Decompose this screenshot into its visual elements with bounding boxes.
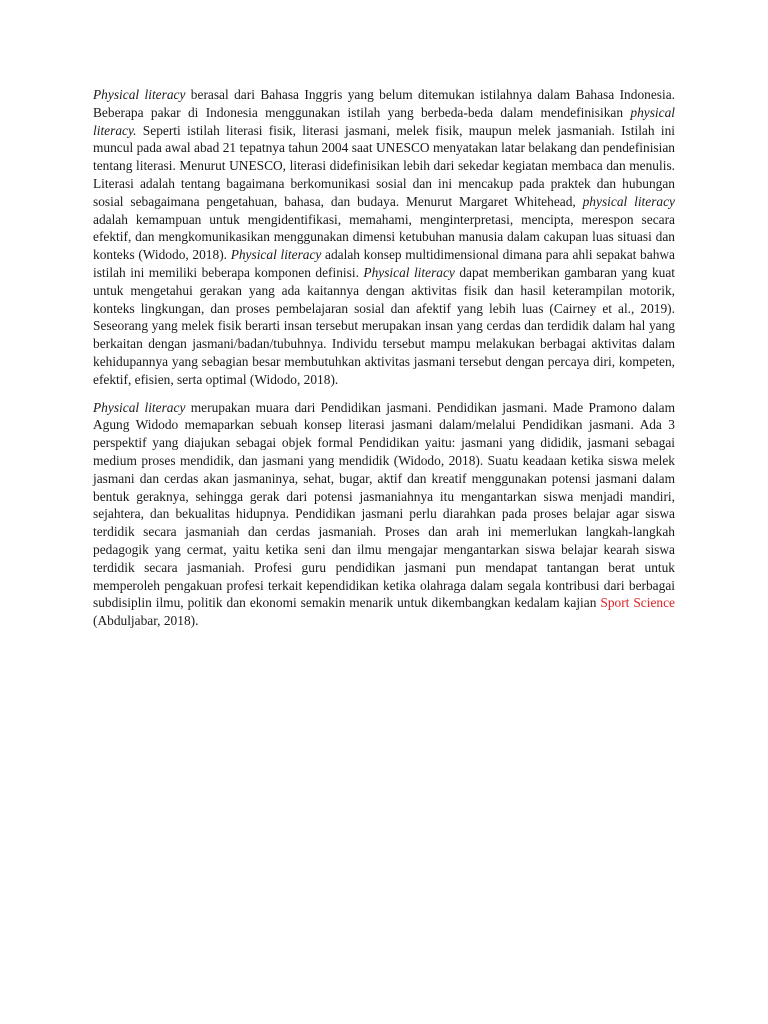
term-physical-literacy: Physical literacy	[93, 399, 186, 415]
document-page	[93, 86, 675, 640]
paragraph-text: adalah kemampuan untuk mengidentifikasi, memahami, menginterpretasi, mencipta, merespon secara efektif, dan mengkomunikasikan menggunakan dimensi ketubuhan manusia dalam cakupan luas situasi dan konteks (Widodo, 2018).	[93, 211, 675, 263]
paragraph-text: adalah konsep multidimensional dimana para ahli sepakat bahwa istilah ini memiliki beberapa komponen definisi.	[93, 247, 675, 280]
paragraph-text: Seperti istilah literasi fisik, literasi jasmani, melek fisik, maupun melek jasmaniah. Istilah ini muncul pada awal abad 21 tepatnya tahun 2004 saat UNESCO menyatakan latar belakang dan pendefinisian tentang literasi. Menurut UNESCO, literasi didefinisikan lebih dari sekedar kegiatan membaca dan menulis. Literasi adalah tentang bagaimana berkomunikasi sosial dan ini mencakup pada praktek dan hubungan sosial sebagaimana pengetahuan, bahasa, dan budaya. Menurut Margaret Whitehead,	[93, 122, 675, 209]
term-physical-literacy: physical literacy	[582, 193, 675, 209]
paragraph-text: merupakan muara dari Pendidikan jasmani. Pendidikan jasmani. Made Pramono dalam Agung Widodo memaparkan sebuah konsep literasi jasmani dalam/melalui Pendidikan jasmani. Ada 3 perspektif yang diajukan sebagai objek formal Pendidikan yaitu: jasmani yang dididik, jasmani sebagai medium proses mendidik, dan jasmani yang mendidik (Widodo, 2018). Suatu keadaan ketika siswa melek jasmani dan cerdas akan jasmaninya, sehat, bugar, aktif dan kreatif menggunakan potensi jasmani dalam bentuk geraknya, sehingga gerak dari potensi jasmaniahnya itu mengantarkan siswa menjadi mandiri, sejahtera, dan bekualitas hidupnya. Pendidikan jasmani perlu diarahkan pada proses belajar agar siswa terdidik secara jasmaniah dan cerdas jasmaniah. Proses dan arah ini memerlukan langkah-langkah pedagogik yang cermat, yaitu ketika seni dan ilmu mengajar mengantarkan siswa belajar kearah siswa terdidik secara jasmaniah. Profesi guru pendidikan jasmani pun mendapat tantangan berat untuk memperoleh pengakuan profesi terkait kependidikan ketika olahraga dalam segala kontribusi dari berbagai subdisiplin ilmu, politik dan ekonomi semakin menarik untuk dikembangkan kedalam kajian	[93, 399, 675, 611]
paragraph-text: berasal dari Bahasa Inggris yang belum ditemukan istilahnya dalam Bahasa Indonesia. Beberapa pakar di Indonesia menggunakan istilah yang berbeda-beda dalam mendefinisikan	[93, 87, 675, 120]
paragraph-text: dapat memberikan gambaran yang kuat untuk mengetahui gerakan yang ada kaitannya dengan aktivitas fisik dan hasil keterampilan motorik, konteks lingkungan, dan proses pembelajaran sosial dan afektif yang lebih luas (Cairney et al., 2019). Seseorang yang melek fisik berarti insan tersebut merupakan insan yang cerdas dan terdidik dalam hal yang berkaitan dengan jasmani/badan/tubuhnya. Individu tersebut mampu melakukan berbagai aktivitas dalam kehidupannya yang sebagian besar membutuhkan aktivitas jasmani tersebut dengan percaya diri, kompeten, efektif, efisien, serta optimal (Widodo, 2018).	[93, 264, 676, 387]
term-physical-literacy: Physical literacy	[230, 247, 322, 263]
sport-science-highlight: Sport Science	[600, 595, 675, 611]
term-physical-literacy: physical literacy.	[93, 104, 675, 138]
term-physical-literacy: Physical literacy	[363, 264, 455, 280]
paragraph-text: (Abduljabar, 2018).	[93, 613, 199, 629]
term-physical-literacy: Physical literacy	[93, 87, 186, 102]
paragraph-1	[93, 86, 675, 389]
paragraph-2	[93, 399, 675, 630]
